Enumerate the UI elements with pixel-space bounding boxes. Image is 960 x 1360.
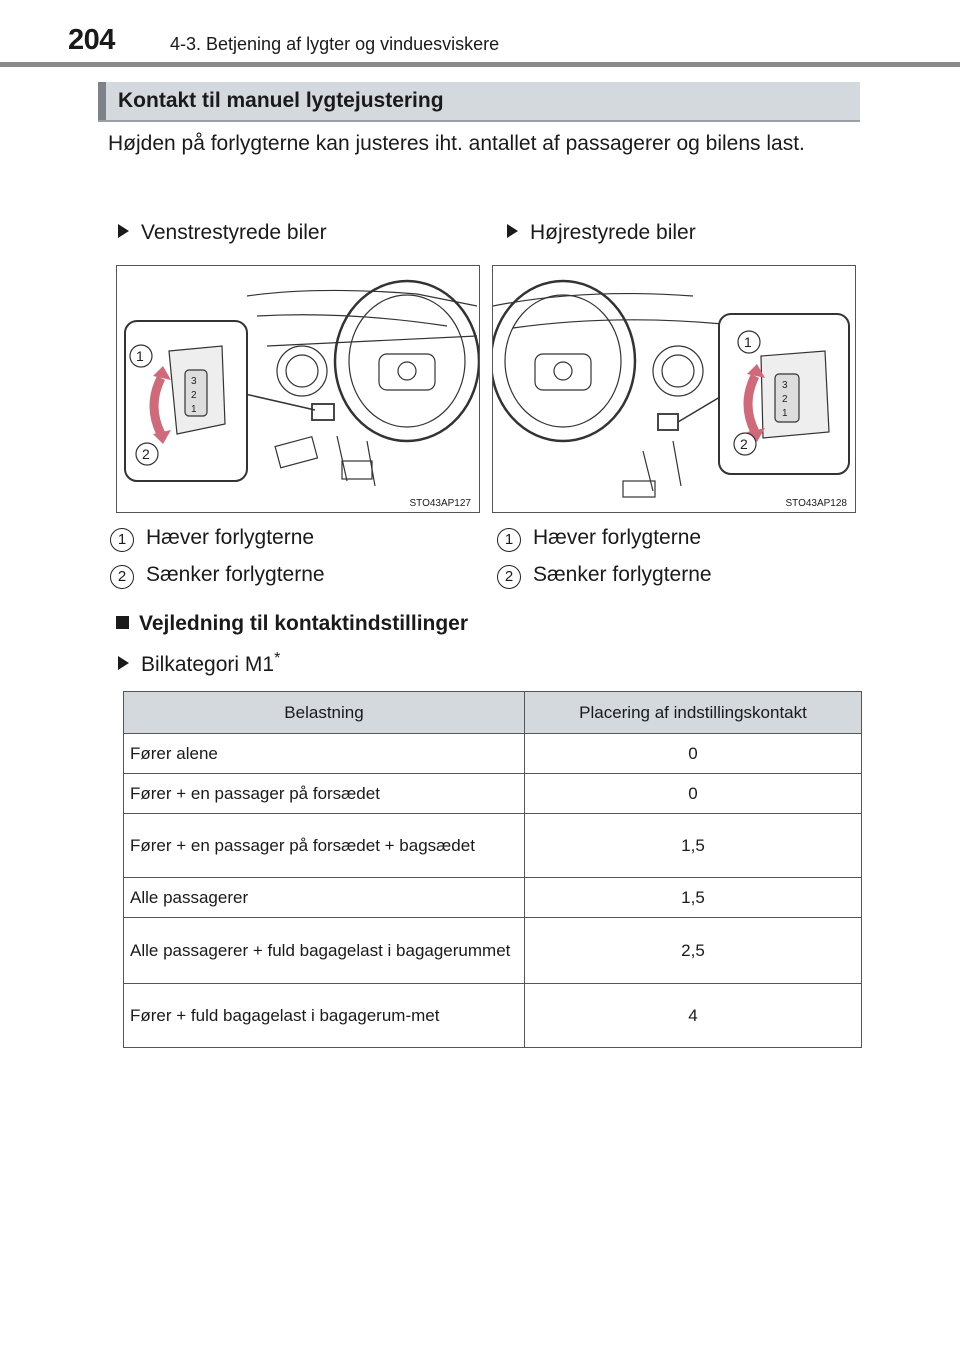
column-header-load: Belastning bbox=[124, 692, 525, 734]
svg-text:1: 1 bbox=[782, 408, 788, 419]
load-cell: Fører + en passager på forsædet + bagsædet bbox=[124, 814, 525, 878]
svg-text:2: 2 bbox=[782, 394, 788, 405]
triangle-bullet-icon bbox=[118, 224, 129, 238]
load-cell: Fører alene bbox=[124, 734, 525, 774]
svg-text:2: 2 bbox=[142, 446, 150, 462]
load-cell: Fører + fuld bagagelast i bagagerum-met bbox=[124, 984, 525, 1048]
legend-number: 1 bbox=[497, 528, 521, 552]
intro-paragraph: Højden på forlygterne kan justeres iht. antallet af passagerer og bilens last. bbox=[108, 132, 805, 155]
legend-text: Sænker forlygterne bbox=[146, 563, 325, 586]
subheading-rhd bbox=[507, 221, 696, 245]
page-header bbox=[0, 22, 960, 66]
dashboard-illustration-lhd bbox=[117, 266, 479, 512]
triangle-bullet-icon bbox=[118, 656, 129, 670]
table-row bbox=[124, 984, 862, 1048]
position-cell: 4 bbox=[525, 984, 862, 1048]
position-cell: 1,5 bbox=[525, 814, 862, 878]
legend-number: 1 bbox=[110, 528, 134, 552]
triangle-bullet-icon bbox=[507, 224, 518, 238]
subheading-lhd-label: Venstrestyrede biler bbox=[141, 221, 327, 244]
svg-text:1: 1 bbox=[136, 348, 144, 364]
load-cell: Alle passagerer bbox=[124, 878, 525, 918]
page-number: 204 bbox=[68, 24, 115, 56]
subheading-lhd bbox=[118, 221, 327, 245]
svg-text:3: 3 bbox=[782, 380, 788, 391]
square-bullet-icon bbox=[116, 616, 129, 629]
guide-heading-text: Vejledning til kontaktindstillinger bbox=[139, 612, 469, 635]
table-row bbox=[124, 774, 862, 814]
section-title: Kontakt til manuel lygtejustering bbox=[118, 89, 444, 112]
chapter-title: 4-3. Betjening af lygter og vinduesviskere bbox=[170, 34, 500, 54]
section-title-bar bbox=[98, 82, 860, 120]
footnote-asterisk: * bbox=[274, 650, 281, 667]
section-accent bbox=[98, 82, 106, 120]
position-cell: 0 bbox=[525, 734, 862, 774]
vehicle-category-label: Bilkategori M1 bbox=[141, 653, 275, 676]
svg-text:2: 2 bbox=[191, 390, 197, 401]
legend-number: 2 bbox=[110, 565, 134, 589]
legend-text: Hæver forlygterne bbox=[533, 526, 702, 549]
table-row bbox=[124, 814, 862, 878]
svg-text:1: 1 bbox=[744, 334, 752, 350]
load-cell: Fører + en passager på forsædet bbox=[124, 774, 525, 814]
figure-rhd-dashboard bbox=[492, 265, 856, 513]
subheading-rhd-label: Højrestyrede biler bbox=[530, 221, 696, 244]
switch-settings-table bbox=[123, 691, 862, 1048]
legend-text: Hæver forlygterne bbox=[146, 526, 315, 549]
section-rule bbox=[98, 120, 860, 122]
figure-lhd-dashboard bbox=[116, 265, 480, 513]
svg-text:3: 3 bbox=[191, 376, 197, 387]
figure-code-lhd: STO43AP127 bbox=[409, 498, 471, 509]
vehicle-category bbox=[118, 650, 280, 677]
dashboard-illustration-rhd bbox=[493, 266, 855, 512]
position-cell: 0 bbox=[525, 774, 862, 814]
position-cell: 2,5 bbox=[525, 918, 862, 984]
load-cell: Alle passagerer + fuld bagagelast i bagagerummet bbox=[124, 918, 525, 984]
svg-text:1: 1 bbox=[191, 404, 197, 415]
legend-number: 2 bbox=[497, 565, 521, 589]
table-row bbox=[124, 734, 862, 774]
table-row bbox=[124, 918, 862, 984]
table-row bbox=[124, 878, 862, 918]
guide-heading bbox=[116, 612, 468, 636]
table-header-row bbox=[124, 692, 862, 734]
column-header-position: Placering af indstillingskontakt bbox=[525, 692, 862, 734]
svg-text:2: 2 bbox=[740, 436, 748, 452]
position-cell: 1,5 bbox=[525, 878, 862, 918]
legend-text: Sænker forlygterne bbox=[533, 563, 712, 586]
header-rule bbox=[0, 62, 960, 67]
figure-code-rhd: STO43AP128 bbox=[785, 498, 847, 509]
